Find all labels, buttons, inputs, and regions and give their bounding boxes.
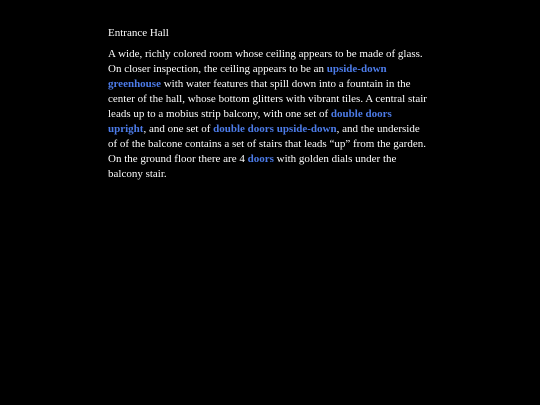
- description-text: , and the underside of of the balcone contains a set of stairs that leads “up” from the garden. On the ground floor there are 4: [108, 123, 426, 165]
- description-text: with golden dials under the balcony stair.: [108, 153, 397, 180]
- link-double-doors-upright[interactable]: double doors upright: [108, 108, 392, 135]
- room-description: [108, 47, 430, 182]
- description-text: , and one set of: [143, 123, 214, 135]
- link-upside-down-greenhouse[interactable]: upside-down greenhouse: [108, 63, 387, 90]
- description-text: A wide, richly colored room whose ceiling appears to be made of glass. On closer inspection, the ceiling appears to be an: [108, 48, 423, 75]
- description-text: with water features that spill down into a fountain in the center of the hall, whose bottom glitters with vibrant tiles. A central stair leads up to a mobius strip balcony, with one set of: [108, 78, 427, 120]
- room-title: Entrance Hall: [108, 27, 169, 39]
- link-double-doors-upside-down[interactable]: double doors upside-down: [213, 123, 337, 135]
- story-passage: [108, 26, 430, 182]
- link-doors[interactable]: doors: [247, 153, 274, 165]
